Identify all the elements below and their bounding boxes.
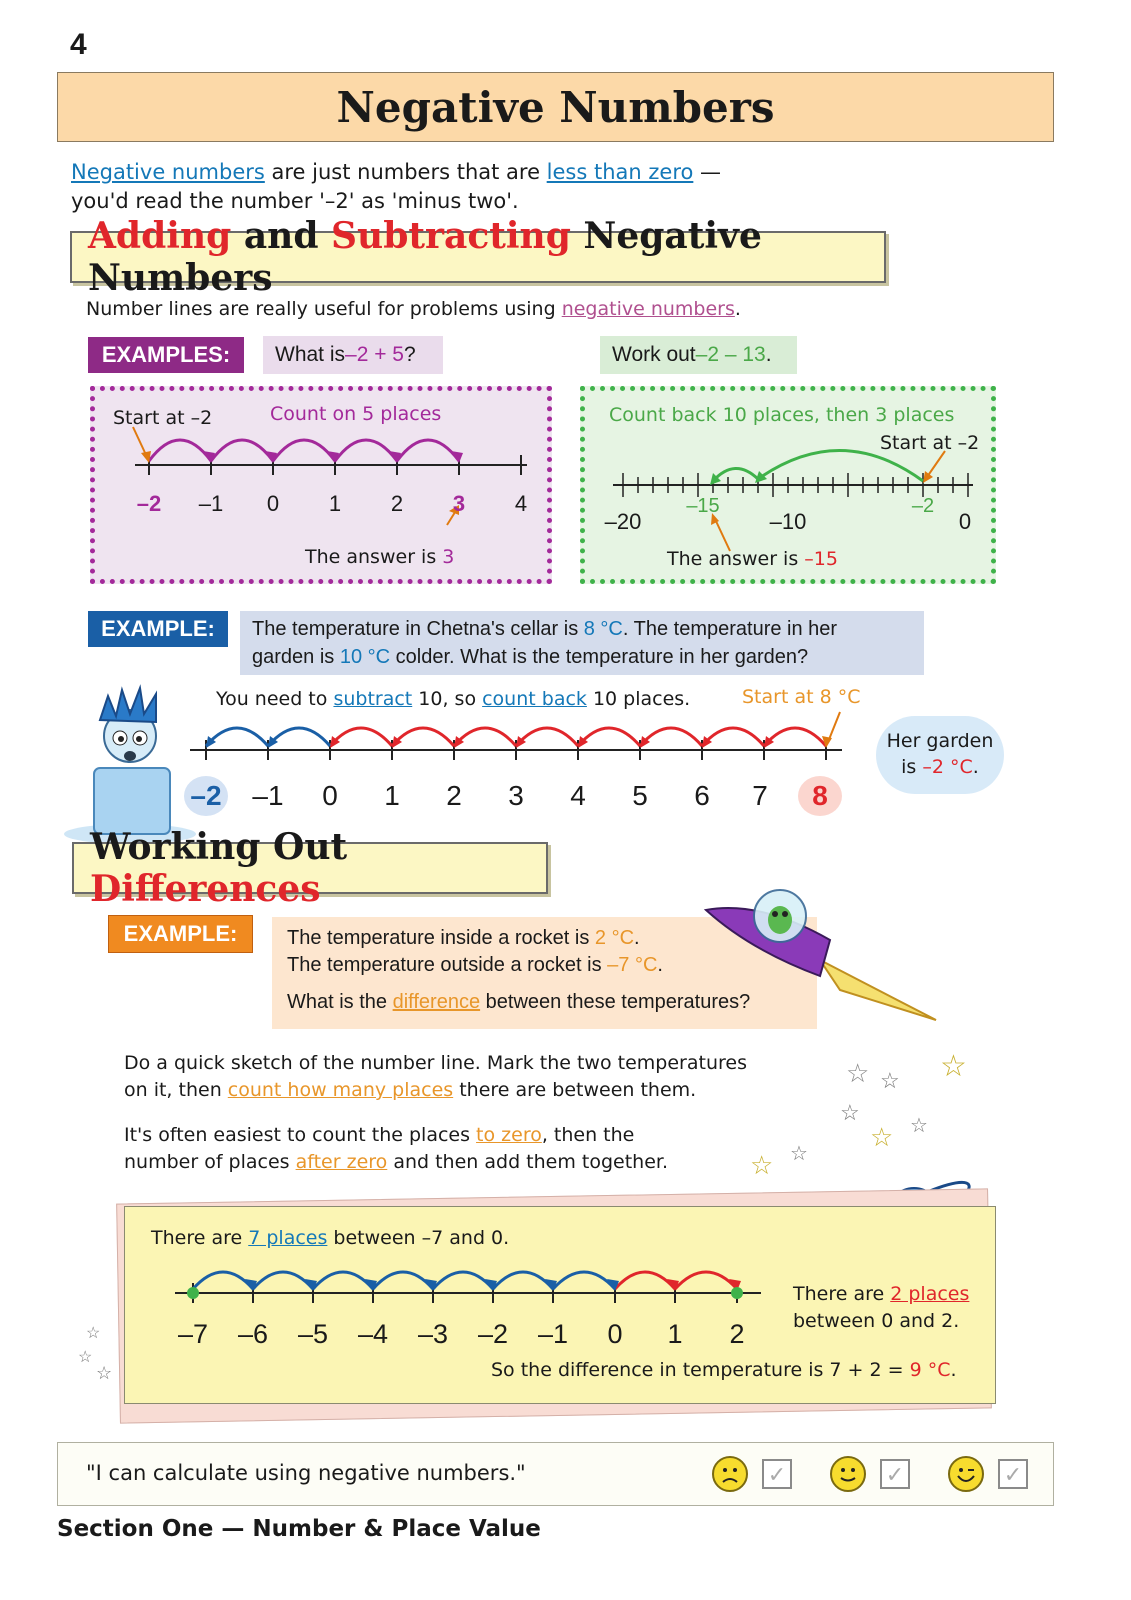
para1-count-places: count how many places xyxy=(227,1079,454,1101)
purple-num: 4 xyxy=(514,491,528,516)
temp-q-text: The temperature in Chetna's cellar is xyxy=(252,618,584,640)
frozen-character-icon xyxy=(60,676,200,846)
cloud-text: is xyxy=(901,756,923,778)
examples-tag: EXAMPLES: xyxy=(88,337,244,373)
term-negative-numbers: Negative numbers xyxy=(71,160,265,184)
rocket-q-text: The temperature inside a rocket is xyxy=(287,927,595,949)
yellow-text: So the difference in temperature is 7 + 2 = xyxy=(491,1359,910,1381)
number-lines-link: negative numbers xyxy=(561,298,735,320)
heading-adding-subtracting xyxy=(70,215,886,299)
rocket-q-difference: difference xyxy=(392,991,481,1013)
purple-num: –2 xyxy=(136,491,162,516)
para1-line-1: Do a quick sketch of the number line. Mark the two temperatures xyxy=(124,1052,747,1074)
temp-num: 1 xyxy=(384,780,400,811)
temp-num: 2 xyxy=(446,780,462,811)
temp-q-value-1: 8 °C xyxy=(583,618,623,640)
question-2 xyxy=(600,336,797,374)
para2-text: and then add them together. xyxy=(387,1151,669,1173)
yellow-text: . xyxy=(950,1359,957,1381)
temp-instr-text: 10 places. xyxy=(586,688,691,710)
purple-answer-value: 3 xyxy=(442,546,455,568)
page-title: Negative Numbers xyxy=(336,82,775,132)
rocket-q-text: . xyxy=(657,954,663,976)
number-lines-text xyxy=(86,298,741,320)
rocket-q-text: What is the xyxy=(287,991,393,1013)
diff-num: –4 xyxy=(357,1319,389,1349)
rocket-q-text: between these temperatures? xyxy=(480,991,751,1013)
green-num: –2 xyxy=(911,495,935,517)
temp-instr-text: You need to xyxy=(216,688,334,710)
self-assessment-quote: "I can calculate using negative numbers." xyxy=(86,1461,526,1485)
para2-text: , then the xyxy=(541,1124,635,1146)
rocket-q-value-1: 2 °C xyxy=(594,927,635,949)
neutral-face-icon xyxy=(830,1456,866,1492)
star-icon: ☆ xyxy=(880,1068,900,1093)
happy-face-icon xyxy=(948,1456,984,1492)
star-icon: ☆ xyxy=(86,1325,101,1342)
green-num: 0 xyxy=(958,509,972,534)
cloud-answer: –2 °C xyxy=(922,756,973,778)
heading-word-and: and xyxy=(231,215,332,257)
q1-text: What is xyxy=(275,343,346,366)
yellow-text: There are xyxy=(793,1283,891,1305)
heading-word-subtracting: Subtracting xyxy=(331,215,571,257)
temp-num: –2 xyxy=(190,780,222,811)
temp-instr-count-back: count back xyxy=(482,688,587,710)
purple-num: 2 xyxy=(390,491,404,516)
purple-answer-text: The answer is xyxy=(305,546,443,568)
para2-text: number of places xyxy=(124,1151,296,1173)
para2-to-zero: to zero xyxy=(476,1124,542,1146)
term-less-than-zero: less than zero xyxy=(546,160,694,184)
yellow-text: There are xyxy=(151,1227,249,1249)
star-icon: ☆ xyxy=(96,1363,113,1383)
star-icon: ☆ xyxy=(940,1050,967,1083)
star-icon: ☆ xyxy=(910,1115,928,1137)
diff-num: –5 xyxy=(297,1319,329,1349)
q2-text: Work out xyxy=(612,343,696,366)
difference-box xyxy=(124,1206,996,1404)
green-num: –10 xyxy=(769,509,807,534)
para1-text: on it, then xyxy=(124,1079,228,1101)
rocket-q-value-2: –7 °C xyxy=(607,954,658,976)
example-tag-temperature: EXAMPLE: xyxy=(88,611,228,647)
cloud-line-1: Her garden xyxy=(886,730,994,752)
temp-instr-subtract: subtract xyxy=(333,688,413,710)
temp-num: 8 xyxy=(812,780,828,811)
rocket-q-text: . xyxy=(634,927,640,949)
star-icon: ☆ xyxy=(870,1122,894,1152)
temp-q-value-2: 10 °C xyxy=(339,646,391,668)
number-lines-sentence: Number lines are really useful for problems using xyxy=(86,298,562,320)
green-num: –15 xyxy=(686,495,720,517)
green-answer-value: –15 xyxy=(804,548,838,570)
seven-places-text xyxy=(151,1227,509,1249)
q1-end: ? xyxy=(404,343,416,366)
paragraph-count-zero xyxy=(124,1122,774,1180)
diff-num: 0 xyxy=(607,1319,623,1349)
temp-num: 4 xyxy=(570,780,586,811)
difference-result xyxy=(491,1359,957,1381)
two-places: 2 places xyxy=(890,1283,970,1305)
diff-num: –7 xyxy=(177,1319,209,1349)
diff-num: –1 xyxy=(537,1319,569,1349)
heading-working-out-differences xyxy=(72,826,548,910)
diff-num: –6 xyxy=(237,1319,269,1349)
temp-q-text: colder. What is the temperature in her garden? xyxy=(390,646,809,668)
temp-num: 3 xyxy=(508,780,524,811)
rocket-icon xyxy=(700,880,940,1030)
green-num: –20 xyxy=(604,509,642,534)
purple-num: 3 xyxy=(452,491,466,516)
answer-cloud xyxy=(876,716,1004,794)
para2-text: It's often easiest to count the places xyxy=(124,1124,477,1146)
green-example-box xyxy=(580,386,996,584)
purple-answer xyxy=(305,546,454,568)
star-icon: ☆ xyxy=(78,1349,93,1366)
purple-num: –1 xyxy=(198,491,224,516)
temp-q-text: garden is xyxy=(252,646,340,668)
diff-num: –2 xyxy=(477,1319,509,1349)
green-answer-text: The answer is xyxy=(667,548,805,570)
temp-num: 7 xyxy=(752,780,768,811)
temperature-question xyxy=(240,611,924,675)
intro-text xyxy=(71,158,771,216)
temp-num: 5 xyxy=(632,780,648,811)
purple-start-label: Start at –2 xyxy=(113,407,213,429)
green-count-label: Count back 10 places, then 3 places xyxy=(609,404,955,426)
seven-places: 7 places xyxy=(248,1227,328,1249)
q2-end: . xyxy=(765,343,772,366)
star-icon: ☆ xyxy=(750,1150,774,1180)
green-answer xyxy=(667,548,838,570)
paragraph-sketch xyxy=(124,1050,774,1104)
tick-box-happy[interactable]: ✓ xyxy=(998,1459,1028,1489)
temp-start-label: Start at 8 °C xyxy=(742,686,861,708)
purple-example-box xyxy=(90,386,552,584)
title-banner xyxy=(57,72,1054,142)
difference-answer: 9 °C xyxy=(909,1359,951,1381)
para1-text: there are between them. xyxy=(453,1079,697,1101)
q2-expression: –2 – 13 xyxy=(695,343,766,366)
difference-number-line xyxy=(165,1253,765,1323)
star-icon: ☆ xyxy=(840,1100,860,1125)
example-tag-rocket: EXAMPLE: xyxy=(108,915,253,953)
heading-word-negative: Negative Numbers xyxy=(88,215,762,299)
two-places-text xyxy=(793,1281,969,1335)
purple-num: 0 xyxy=(266,491,280,516)
diff-num: 1 xyxy=(667,1319,683,1349)
star-icon: ☆ xyxy=(790,1143,808,1165)
page-number: 4 xyxy=(70,28,87,61)
section-footer: Section One — Number & Place Value xyxy=(57,1516,541,1542)
tick-box-sad[interactable]: ✓ xyxy=(762,1459,792,1489)
tick-box-neutral[interactable]: ✓ xyxy=(880,1459,910,1489)
q1-expression: –2 + 5 xyxy=(345,343,404,366)
star-icon: ☆ xyxy=(846,1058,870,1088)
temp-num: 0 xyxy=(322,780,338,811)
temp-num: 6 xyxy=(694,780,710,811)
heading-word-differences: Differences xyxy=(90,868,321,910)
rocket-q-text: The temperature outside a rocket is xyxy=(287,954,608,976)
yellow-text: between –7 and 0. xyxy=(327,1227,510,1249)
diff-num: –3 xyxy=(417,1319,449,1349)
yellow-text: between 0 and 2. xyxy=(793,1310,960,1332)
intro-text-1: are just numbers that are xyxy=(264,160,547,184)
intro-line-2: you'd read the number '–2' as 'minus two'. xyxy=(71,189,519,213)
heading-word-adding: Adding xyxy=(88,215,232,257)
intro-text-2: — xyxy=(693,160,722,184)
question-1 xyxy=(263,336,443,374)
temp-num: –1 xyxy=(252,780,284,811)
temp-instr-text: 10, so xyxy=(412,688,483,710)
temp-q-text: . The temperature in her xyxy=(622,618,838,640)
para2-after-zero: after zero xyxy=(295,1151,388,1173)
number-lines-end: . xyxy=(734,298,741,320)
diff-num: 2 xyxy=(729,1319,745,1349)
purple-count-label: Count on 5 places xyxy=(270,403,442,425)
sad-face-icon xyxy=(712,1456,748,1492)
green-start-label: Start at –2 xyxy=(880,432,980,454)
purple-num: 1 xyxy=(328,491,342,516)
temperature-number-line xyxy=(180,704,860,774)
cloud-end: . xyxy=(972,756,979,778)
heading-word-working-out: Working Out xyxy=(90,826,348,868)
